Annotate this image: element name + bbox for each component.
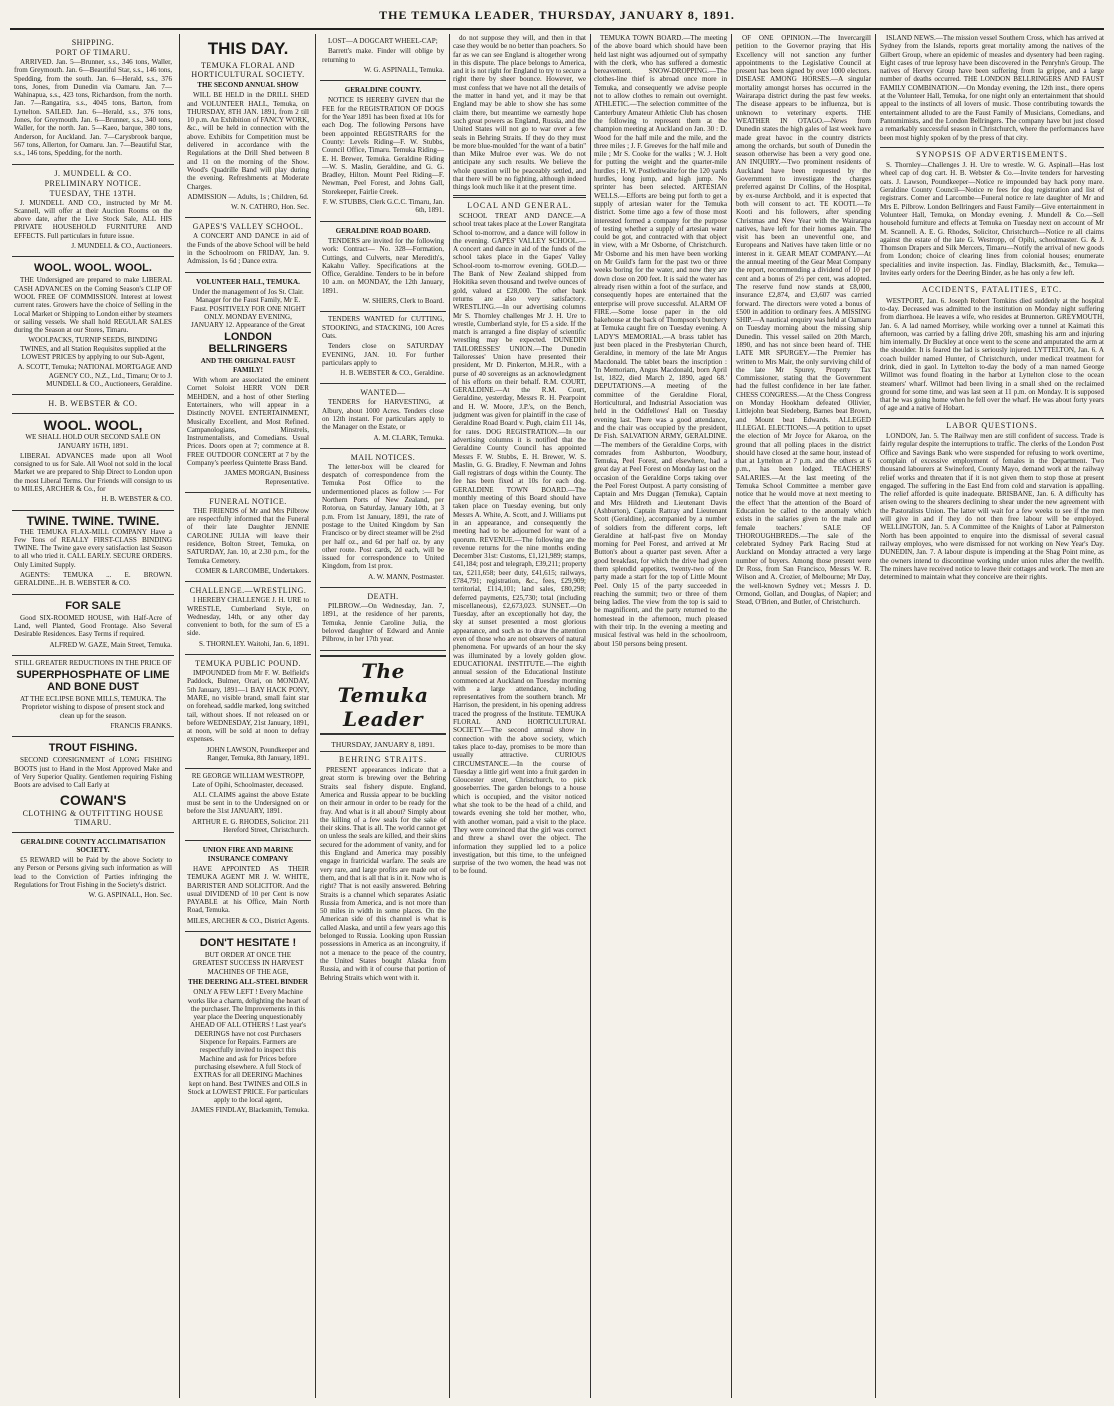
notice-body: IMPOUNDED from Mr F. W. Belfield's Paddock, Bulmer, Orari, on MONDAY, 5th January, 1891—1 BAY HACK PONY, MARE, no visible brand, small faint star on forehead, saddle marked, long switched tail, without shoes. If not released on or before WEDNESDAY, 21st January, 1891, at noon, will be sold at noon to defray expenses.	[187, 669, 309, 744]
signature: FRANCIS FRANKS.	[110, 722, 172, 731]
article-body: TEMUKA TOWN BOARD.—The meeting of the above board which should have been held last night was adjourned out of sympathy with the clerk, who has suffered a domestic bereavement. SNOW-DROPPING.—The clothes-line thief is abroad once more in Temuka, and consequently we advise people not to allow clothes to remain out overnight. ATHLETIC.—The selection committee of the Canterbury Amateur Athletic Club has chosen the following to represent them at the champion meeting at Auckland on Jan. 30 : D. Wood for the half mile and the mile, and the three miles ; J. F. Greeves for the half mile and mile ; Mr S. Cooke for the walks ; W. J. Holt for putting the weight and the quarter-mile hurdles ; H. W. Postlethwaite for the 120 yards hurdles, long jump, and high jump. No sprinter has been selected. ARTESIAN WELLS.—Efforts are being put forth to get a supply of artesian water for the Temuka district. Some time ago a few of those most interested formed a company for the purpose of testing whether a supply of artesian water could be got, and contracted with that object in view, with a Mr Osborne, of Christchurch. Mr Osborne and his men have been working on Mr Guild's farm for the past two or three weeks boring for the water, and now they are down close on 200 feet. It is said the water has already risen within a foot of the surface, and consequently hopes are entertained that the enterprise will prove successful. ALARM OF FIRE.—Some loose paper in the old bakehouse at the back of Thompson's butchery at Temuka caught fire on Tuesday evening. A LADY'S MEMORIAL.—A brass tablet has just been placed in the Presbyterian Church, Geraldine, in memory of the late Mr Angus Macdonald. The tablet bears the inscription : 'In Memoriam, Angus Macdonald, born April 1st, 1822, died March 2, 1890, aged 68.' DEPUTATIONS.—A meeting of the committee of the Geraldine Floral, Horticultural, and Industrial Association was held in the Oddfellows' Hall on Tuesday evening last. There was a good attendance, and the chair was occupied by the president, Dr Fish. SALVATION ARMY, GERALDINE.—The members of the Geraldine Corps, with comrades from Ashburton, Woodbury, Temuka, Peel Forest, and elsewhere, had a great day at Peel Forest on Monday last on the occasion of the Geraldine Corps taking over the Peel Forest Outpost. A party consisting of Captain and Mrs Duggan (Temuka), Captain and Mrs Hildreth and Lieutenant Davis (Ashburton), Captain Rattray and Lieutenant Scott (Geraldine), accompanied by a number of soldiers from the different corps, left Geraldine at half-past five on Monday morning for Peel Forest, and arrived at Mr Button's about a quarter past seven. After a good breakfast, for which the drive had given them splendid appetites, twenty-two of the party made a start for the top of Little Mount Peel. Only 15 of the party succeeded in reaching the summit; two or three of them being ladies. The view from the top is said to be magnificent, and the party returned to the homestead in the afternoon, much pleased with their trip. In the evening a meeting and musical festival was held in the schoolroom, about 150 persons being present.	[594, 34, 727, 648]
ad-headline: WOOL. WOOL,	[43, 417, 143, 434]
signature: W. SHIERS, Clerk to Board.	[362, 297, 444, 306]
ad-body: A CONCERT AND DANCE in aid of the Funds of the above School will be held in the Schoolroom on FRIDAY, Jan. 9. Admission, 1s 6d ; Dance extra.	[187, 232, 309, 266]
signature: H. B. WEBSTER & CO., Geraldine.	[340, 369, 444, 378]
article-body: OF ONE OPINION.—The Invercargill petition to the Governor praying that His Excellency will not sanction any further appointments to the Legislative Council at present has been signed by over 1000 electors. DISEASE AMONG HORSES.—A singular mortality amongst horses has occurred in the Wairarapa district during the past few weeks. The disease appears to be influenza, but is unknown to veterinary experts. THE WEATHER IN OTAGO.—News from Dunedin states the high gales of last week have made great havoc in the country districts among the orchards, but south of Dunedin the season otherwise has been a very good one. AN INQUIRY.—Two prominent residents of Auckland have been requested by the Government to investigate the charges preferred against Dr Collins, of the Hospital, by ex-nurse Archbold, and it is expected that both will consent to act. TE KOOTI.—Te Kooti and his followers, after spending Christmas and New Year with the Wairarapa natives, have left for their homes again. The visit has been an uneventful one, and Europeans and Natives have taken little or no interest in it. GEAR MEAT COMPANY.—At the annual meeting of the Gear Meat Company the report, recommending a dividend of 10 per cent and a bonus of 2½ per cent, was adopted. The reserve fund now stands at £8,000, insurance £2,874, and £3,607 was carried forward. The directors were voted a bonus of £500 in addition to ordinary fees. A MISSING SHIP.—A nautical enquiry was held at Oamaru on Tuesday morning about the missing ship Dunedin. This vessel sailed on 20th March, 1890, and has not since been heard of. THE LATE MR SPURGEY.—The Premier has written to Mrs Mair, the only surviving child of the late Mr Spurey, Property Tax Commissioner, stating that the Government had the fullest confidence in her late father. CHESS CONGRESS.—At the Chess Congress on Monday Hookham defeated Ollivier, Littlejohn beat Siedeberg, Barnes beat Brown, and Mount beat Edwards. ALLEGED ILLEGAL ELECTIONS.—A petition to upset the election of Mr Joyce for Akaroa, on the ground that all polling places in the district should have closed at the same hour, instead of that at Lyttelton at 7 p.m. and the others at 6 p.m., has been lodged. TEACHERS' SALARIES.—At the last meeting of the Temuka School Committee a member gave notice that he would move at next meeting to the effect 'that the attention of the Board of Education be called to the anomaly which exists in the salaries given to the male and female teachers.' SALE OF THOROUGHBREDS.—The sale of the celebrated Sydney Park Racing Stud at Auckland on Monday attracted a very large number of buyers. Among those present were Dr Ross, from San Francisco, Messrs W. R. Wilson and A. Crozier, of Melbourne; Mr Day, the well-known Sydney vet.; Messrs J. D. Ormond, Gollan, and Douglas, of Napier; and Stead, O'Brien, and Butler, of Christchurch.	[736, 34, 871, 607]
ad-intro: Under the management of Jos St. Clair. Manager for the Faust Family, Mr E. Faust. POSITIVELY FOR ONE NIGHT ONLY. MONDAY EVENING, JANUARY 12. Appearance of the Great	[190, 287, 306, 330]
ad-headline: SUPERPHOSPHATE OF LIME AND BONE DUST	[16, 669, 170, 694]
notice-body: I HEREBY CHALLENGE J. H. URE to WRESTLE, Cumberland Style, on Wednesday, 14th, or any other day convenient to both, for the sum of £5 a side.	[187, 596, 309, 638]
ad-intro: BUT ORDER AT ONCE THE GREATEST SUCCESS IN HARVEST MACHINES OF THE AGE,	[192, 951, 304, 976]
deering-binder-ad	[185, 932, 311, 1121]
column-2	[185, 34, 311, 1398]
ad-body: WILL BE HELD in the DRILL SHED and VOLUNTEER HALL, Temuka, on THURSDAY, 8TH JAN. 1891, from 2 till 10 p.m. An Exhibition of FANCY WORK, &c., will be held in connection with the above. Exhibits for Competition must be delivered in accordance with the Regulations at the Drill Shed between 8 and 11 on the morning of the Show. Wood's Quadrille Band will play during the evening. Refreshments at Moderate Charges.	[187, 91, 309, 191]
funeral-notice	[185, 493, 311, 582]
subheading: PORT OF TIMARU.	[55, 48, 131, 57]
notice-body: The letter-box will be cleared for despatch of correspondence from the Temuka Post Office to the undermentioned places as follow :— For Northern Ports of New Zealand, per Rotorua, on Saturday, January 10th, at 3 p.m. From 1st January, 1891, the rate of postage to the United Kingdom by San Francisco or by direct steamer will be 2½d per half oz., and 6d per half oz. by any other route. Post cards, 2d each, will be issued for correspondence to United Kingdom, from 1st prox.	[322, 462, 444, 571]
ad-headline: DON'T HESITATE !	[199, 937, 297, 950]
notice-title: GERALDINE COUNTY.	[344, 86, 422, 95]
ad-body: AT THE ECLIPSE BONE MILLS, TEMUKA. The Proprietor wishing to dispose of present stock and clean up for the season.	[19, 695, 167, 720]
signature: MILES, ARCHER & CO., District Agents.	[187, 916, 309, 925]
twine-ad	[12, 511, 174, 595]
pound-notice	[185, 655, 311, 769]
ad-headline: FOR SALE	[65, 599, 121, 612]
section-title: ACCIDENTS, FATALITIES, ETC.	[880, 282, 1104, 294]
editorial-continued	[453, 34, 586, 192]
local-general-continued	[736, 34, 871, 606]
header-rule	[10, 28, 1104, 30]
signature: W. N. CATHRO, Hon. Sec.	[231, 203, 309, 212]
event-title: THE SECOND ANNUAL SHOW	[197, 81, 299, 89]
local-general	[453, 202, 586, 876]
ad-headline: TWINE. TWINE. TWINE.	[26, 513, 160, 528]
shop-name: COWAN'S	[59, 791, 127, 808]
accidents-section	[880, 282, 1104, 412]
issue-date: THURSDAY, JANUARY 8, 1891.	[538, 8, 735, 22]
signature: JOHN LAWSON, Poundkeeper and Ranger, Temuka, 8th January, 1891.	[206, 745, 309, 762]
mail-notices	[320, 449, 446, 588]
section-title: SYNOPSIS OF ADVERTISEMENTS.	[880, 147, 1104, 159]
organisation-name: TEMUKA FLORAL AND HORTICULTURAL SOCIETY.	[191, 61, 305, 79]
webster-header	[12, 395, 174, 414]
signature: S. THORNLEY. Waitohi, Jan. 6, 1891.	[199, 639, 309, 648]
column-7	[880, 34, 1104, 1398]
county-notice	[320, 81, 446, 221]
signature: JAMES MORGAN, Business Representative.	[224, 469, 309, 486]
article-body: LONDON, Jan. 5. The Railway men are still confident of success. Trade is fairly regular despite the interruptions to traffic. The clerks of the London Post Office and Savings Bank who were suspended for refusing to work overtime, complain of excessive employment of females in the Department. Two thousand labourers at Swineford, County Mayo, demand work at the railway relief works and threaten that if it is not given them to stop those at present engaged. The suffering in the East End from cold and starvation is appalling. The relief afforded is quite inadequate. BRISBANE, Jan. 6. A difficulty has arisen owing to the shearers declining to shear under the new agreement with the Pastoralists Union. The latter will wait for a few weeks to see if the men will give in and if they do not then free labour will be employed. WELLINGTON, Jan. 5. A Committee of the Knights of Labor at Palmerston North has been appointed to enquire into the dismissal of several casual railway employes, who were dismissed for not working on New Year's Day. DUNEDIN, Jan. 7. A labour dispute is impending at the Shag Point mine, as the owners intend to discontinue working under union rules after the twelfth. The miners have received notice to leave their cottages and work. The men are determined to maintain what they conceive are their rights.	[880, 432, 1104, 582]
venue-title: VOLUNTEER HALL, TEMUKA.	[196, 277, 300, 286]
ad-intro: STILL GREATER REDUCTIONS IN THE PRICE OF	[14, 658, 172, 667]
article-body: ISLAND NEWS.—The mission vessel Southern Cross, which has arrived at Sydney from the Islands, reports great mortality among the natives of the Gilbert Group, where an epidemic of measles and dysentery had been raging. Eight cases of true leprosy have been discovered in the Penryhn's Group. The natives of Hervey Group have been suffering from la grippe, and a large number of deaths occurred. THE LONDON BELLRINGERS AND FAUST FAMILY COMBINATION.—On Monday evening, the 12th inst., there opens at the Volunteer Hall, Temuka, for one night only an entertainment that should appeal to the instincts of all lovers of music. Those contributing towards the entertainment alluded to are the Faust Family of Musicians, Comedians, and Pantomimists, and the London Bellringers. The company have but just closed a remarkably successful season in Christchurch, where the performances have been most highly spoken of by the press of that city.	[880, 34, 1104, 142]
section-title: SHIPPING.	[71, 38, 115, 47]
column-rule	[875, 34, 876, 1398]
labor-section	[880, 418, 1104, 582]
product-name: THE DEERING ALL-STEEL BINDER	[187, 977, 309, 986]
trout-fishing-ad	[12, 737, 174, 832]
ad-body: HAVE APPOINTED AS THEIR TEMUKA AGENT MR J. W. WHITE, BARRISTER AND SOLICITOR. And the usual DIVIDEND of 10 per Cent is now PAYABLE at his Office, Main North Road, Temuka.	[187, 864, 309, 915]
notice-body: TENDERS for HARVESTING, at Albury, about 1000 Acres. Tenders close on 12th instant. For particulars apply to the Manager on the Estate, or	[322, 398, 444, 432]
ad-body: J. MUNDELL AND CO., instructed by Mr M. Scannell, will offer at their Auction Rooms on the above date, after the Live Stock Sale, ALL HIS PRIVATE HOUSEHOLD FURNITURE AND EFFECTS. Full particulars in future issue.	[14, 198, 172, 240]
notice-body: THE FRIENDS of Mr and Mrs Pilbrow are respectfully informed that the Funeral of their late Daughter JENNIE CAROLINE JULIA will leave their residence, Bolton Street, Temuka, on SATURDAY, Jan. 10, at 2.30 p.m., for the Temuka Cemetery.	[187, 506, 309, 565]
column-rule	[179, 34, 180, 1398]
ad-body: Good SIX-ROOMED HOUSE, with Half-Acre of Land, well Planted, Good Frontage. Also Several Desirable Residences. Easy Terms if required.	[14, 613, 172, 639]
editorial-article	[320, 756, 446, 982]
ad-body: LIBERAL ADVANCES made upon all Wool consigned to us for Sale. All Wool not sold in the local Market we are prepared to Ship Direct to London upon the most Liberal Terms. Our Friends will consign to us to MILES, ARCHER & Co., for	[14, 451, 172, 493]
ad-headline: GERALDINE COUNTY ACCLIMATISATION SOCIETY.	[20, 837, 166, 854]
signature: ALFRED W. GAZE, Main Street, Temuka.	[49, 640, 172, 649]
notice-body: ALL CLAIMS against the above Estate must be sent in to the Undersigned on or before the 31st JANUARY, 1891.	[187, 790, 309, 816]
signature: A. W. MANN, Postmaster.	[368, 572, 444, 581]
ad-headline: GAPES'S VALLEY SCHOOL.	[192, 222, 304, 232]
notice-body: PILBROW.—On Wednesday, Jan. 7, 1891, at the residence of her parents, Temuka, Jennie Caroline Julia, the beloved daughter of Edward and Annie Pilbrow, in her 17th year.	[322, 602, 444, 644]
ad-body: ONLY A FEW LEFT ! Every Machine works like a charm, delighting the heart of the purchaser. The Improvements in this year place the Deering unquestionably AHEAD OF ALL OTHERS ! Last year's DEERINGS have not cost Purchasers Sixpence for Repairs. Farmers are respectfully invited to inspect this Machine and ask for Prices before purchasing elsewhere. A full Stock of EXTRAS for all DEERING Machines kept on hand. Best TWINES and OILS in Stock at LOWEST PRICE. For particulars apply to the local agent,	[187, 988, 309, 1105]
article-body: do not suppose they will, and then in that case they would be no better than poachers. So far as we can see England is altogether wrong in this dispute. The place belongs to America, and it is not right for England to try to secure a right there by sheer bounce. However, we must confess that we have not all the details of the matter in hand yet, and it may be that England may be able to show she has some claim there, but meantime we earnestly hope such great powers as England, Russia, and the United States will not go to war over a few seals in Behring Straits. If they do they must be more blue-moulded 'for the want of a batin'' than Mike Mulroe ever was. We do not anticipate any such results. We believe the whole question will be peaceably settled, and that there will be no fighting, although indeed things look much like it at the present time.	[453, 34, 586, 192]
advertiser-name: H. B. WEBSTER & CO.	[48, 399, 138, 409]
article-body: PRESENT appearances indicate that a great storm is brewing over the Behring Straits seal fishery dispute. England, America and Russia appear to be buckling on their armour in order to be ready for the fray. And what is it all about? Simply about the killing of a few seals for the sake of their skins. That is all. The world cannot get on unless the seals are killed, and their skins secured for the adornment of vanity, and for this England and America may possibly engage in fratricidal warfare. The seals are very rare, and large profits are made out of them, and that is all that is in it. Now who is right? That is not easily answered. Behring Straits is a channel which separates Asiatic Russia from America, and is not more than 50 miles in width in some places. On the American side of this channel is what is called Alaska, and until a few years ago this belonged to Russia. Looking upon Russian possessions in America as an incongruity, if not a menace to the peace of the country, the United States bought Alaska from Russia, and with it of course that portion of Behring Straits which went with it.	[320, 766, 446, 982]
column-6	[736, 34, 871, 1398]
shipping-list: ARRIVED. Jan. 5—Brunner, s.s., 346 tons, Waller, from Greymouth. Jan. 6—Beautiful Star, s.s., 146 tons, Spedding, from the south. Jan. 6—Herald, s.s., 376 tons, Jones, from Dunedin via Oamaru. Jan. 7—Wahinapua, s.s., 423 tons, Richardson, from the north. Jan. 7—Rangatira, s.s., 4045 tons, Barton, from Lyttelton. SAILED. Jan. 6—Herald, s.s., 376 tons, Jones, for Greymouth. Jan. 6—Brunner, s.s., 340 tons, Waller, for the north. Jan. 5—Kaeo, barque, 380 tons, Anderson, for Auckland. Jan. 7—Carysbrook barque, 567 tons, Allerton, for Oamaru. Jan. 7—Beautiful Star, s.s., 146 tons, Spedding, for the north.	[14, 58, 172, 158]
notice-title: FUNERAL NOTICE.	[209, 496, 287, 506]
bellringers-ad	[185, 273, 311, 493]
sale-announcement: WE SHALL HOLD OUR SECOND SALE ON JANUARY 16TH, 1891.	[25, 433, 161, 450]
running-header: THE TEMUKA LEADER, THURSDAY, JANUARY 8, 1891.	[379, 8, 735, 22]
local-general-continued	[880, 34, 1104, 142]
ad-body: THE Undersigned are prepared to make LIBERAL CASH ADVANCES on the Coming Season's CLIP OF WOOL FREE OF COMMISSION. Interest at lowest current rates. Growers have the choice of Selling in the Local Market or Shipping to London either by steamers or sailing vessels. We shall hold REGULAR SALES during the Season at our Stores, Timaru.	[14, 276, 172, 335]
ad-body: With whom are associated the eminent Cornet Soloist HERR VON DER MEHDEN, and a host of other Sterling Entertainers, who will appear in a Distinctly NOVEL ENTERTAINMENT, Musically Excellent, and Most Refined. Campanologians, Minstrels, Instrumentalists, and Comedians. Usual Prices. Doors open at 7; commence at 8. FREE OUTDOOR CONCERT at 7 by the Company's peerless Quintette Brass Band.	[187, 376, 309, 467]
column-rule	[731, 34, 732, 1398]
section-title: LOCAL AND GENERAL.	[467, 200, 572, 210]
ad-body: THE TEMUKA FLAX-MILL COMPANY Have a Few Tons of REALLY FIRST-CLASS BINDING TWINE. The Twine gave every satisfaction last Season to all who tried it. CALL EARLY. SECURE ORDERS. Only Limited Supply.	[14, 527, 172, 569]
mundell-ad	[12, 165, 174, 258]
for-sale-ad	[12, 595, 174, 656]
harvest-tender	[320, 384, 446, 448]
wool-ad	[12, 257, 174, 395]
ad-subhead: WOOLPACKS, TURNIP SEEDS, BINDING TWINES, and all Station Requisites supplied at the LOWEST PRICES by applying to our Sub-Agent,	[20, 336, 166, 362]
column-4	[453, 34, 586, 1398]
estate-notice	[185, 769, 311, 841]
article-body: WESTPORT, Jan. 6. Joseph Robert Tomkins died suddenly at the hospital to-day. Deceased was admitted to the institution on Monday night suffering from diarrhoea. He leaves a wife, who resides at Brunnerton. GREYMOUTH, Jan. 6. A lad named Morrisey, while working over a tunnel at Kaimati this afternoon, was carried by a falling drive 20ft, smashing his arm and injuring him internally. Dr Buckley at once went to the scene and amputated the arm at the shoulder. It is feared the lad is seriously injured. LYTTELTON, Jan. 6. A coach builder named Hunter, of Christchurch, under medical treatment for drink, died in gaol. In Lyttelton to-day the body of a man named George Willmot was found floating in the harbor at Lyttelton close to the ocean steamers' wharf. Willmot had been living in a small shed on the reclaimed ground for some time, and was last seen at 11 p.m. on Monday. It is supposed that he was going home when he fell over the wharf. He was about forty years of age and a native of Hobart.	[880, 296, 1104, 413]
ad-subhead: AND THE ORIGINAL FAUST FAMILY!	[200, 357, 296, 374]
notice-title: TEMUKA PUBLIC POUND.	[195, 659, 301, 669]
death-notice	[320, 588, 446, 650]
ad-headline: TROUT FISHING.	[48, 742, 138, 755]
column-rule	[590, 34, 591, 1398]
notice-title: MAIL NOTICES.	[350, 452, 416, 462]
notice-title: PRELIMINARY NOTICE.	[44, 178, 142, 188]
notice-body: Tenders close on SATURDAY EVENING, JAN. 10. For further particulars apply to	[322, 342, 444, 367]
notice-title: LOST—A DOGCART WHEEL-CAP;	[328, 37, 438, 45]
ad-headline: THIS DAY.	[207, 39, 289, 58]
column-rule	[315, 34, 316, 1398]
ad-body: SECOND CONSIGNMENT of LONG FISHING BOOTS just to Hand in the Most Approved Make and of Very Superior Quality. Gentlemen requiring Fishing Boots are advised to Call Early at	[14, 756, 172, 790]
section-divider	[453, 195, 586, 198]
signature: W. G. ASPINALL, Hon. Sec.	[88, 891, 172, 900]
notice-title: TENDERS WANTED for CUTTING, STOOKING, and STACKING, 100 Acres Oats.	[322, 315, 444, 340]
article-title: BEHRING STRAITS.	[338, 754, 427, 764]
signature: J. MUNDELL & CO., Auctioneers.	[71, 242, 172, 251]
signature: W. G. ASPINALL, Temuka.	[363, 65, 444, 74]
synopsis-of-advertisements	[880, 147, 1104, 277]
notice-body: TENDERS are invited for the following work: Contract— No. 328—Formation, Cuttings, and Culverts, near Meredith's, Kakahu Valley. Specifications at the Office, Geraldine. Tenders to be in before 10 a.m. on MONDAY, the 12th January, 1891.	[322, 236, 444, 295]
notice-title: DEATH.	[367, 592, 399, 602]
column-5	[594, 34, 727, 1398]
ad-headline: UNION FIRE AND MARINE INSURANCE COMPANY	[202, 846, 294, 863]
column-3	[320, 34, 446, 1398]
ad-headline: LONDON BELLRINGERS	[208, 331, 288, 356]
signature: ARTHUR E. G. RHODES, Solicitor. 211 Hereford Street, Christchurch.	[192, 817, 309, 835]
ad-headline: WOOL. WOOL. WOOL.	[34, 262, 152, 275]
leader-masthead: The Temuka Leader	[320, 655, 446, 735]
notice-body: Barrett's make. Finder will oblige by returning to	[322, 47, 444, 64]
signature: JAMES FINDLAY, Blacksmith, Temuka.	[191, 1106, 309, 1115]
wool-sale-ad	[12, 414, 174, 510]
ad-body: £5 REWARD will be Paid by the above Society to any Person or Persons giving such information as will lead to the Conviction of Parties infringing the Regulations for Trout Fishing in the Society's district.	[14, 856, 172, 889]
column-1	[12, 34, 174, 1398]
insurance-ad	[185, 841, 311, 932]
local-general-continued	[594, 34, 727, 648]
admission-prices: ADMISSION — Adults, 1s ; Children, 6d.	[187, 192, 309, 201]
notice-title: RE GEORGE WILLIAM WESTROPP, Late of Opihi, Schoolmaster, deceased.	[191, 772, 305, 789]
notice-title: WANTED—	[360, 388, 406, 398]
acclimatisation-ad	[12, 833, 174, 906]
signature: F. W. STUBBS, Clerk G.C.C. Timaru, Jan. 6th, 1891.	[322, 198, 444, 215]
superphosphate-ad	[12, 656, 174, 737]
section-title: LABOR QUESTIONS.	[880, 418, 1104, 430]
article-body: SCHOOL TREAT AND DANCE.—A school treat takes place at the Lower Rangitata School to-morrow, and a dance will follow in the evening. GAPES' VALLEY SCHOOL.—A concert and dance in aid of the funds of the school takes place in the Gapes' Valley School-room to-morrow evening. GOLD.—The Bank of New Zealand shipped from Hokitika seven thousand and twelve ounces of gold, valued at £28,000. The other bank returns are also very satisfactory. WRESTLING.—In our advertising columns Mr S. Thornley challenges Mr J. H. Ure to wrestle, Cumberland style, for £5 a side. If the match is arranged a fine display of scientific wrestling may be expected. DUNEDIN TAILORESSES' UNION.—The Dunedin Tailoresses' Union have presented their president, Mr D. Pinkerton, M.H.R., with a purse of 40 sovereigns as an acknowledgment of his efforts on their behalf. R.M. COURT, GERALDINE.—At the R.M. Court, Geraldine, yesterday, Messrs R. H. Pearpoint and H. W. Moore, J.P.'s, on the Bench, judgment was given for plaintiff in the case of Geraldine Road Board v. Pugh, claim £11 14s, for rates. DOG REGISTRATION.—In our advertising columns it is notified that the Geraldine County Council has appointed Messrs F. W. Stubbs, E. H. Brewer, W. S. Maslin, G. G. Bradley, F. Newman and Johns Gall registrars of dogs within the County. The fee has been fixed at 10s for each dog. GERALDINE TOWN BOARD.—The monthly meeting of this Board should have taken place on Tuesday evening, but only Messrs A. White, A. Scott, and J. Williams put in an appearance, and consequently the meeting had to be adjourned for want of a quorum. REVENUE.—The following are the revenue returns for the nine months ending December 31st: Customs, £1,121,989; stamps, £41,184; post and telegraph, £39,211; property tax, £211,658; beer duty, £41,615; railways, £784,791; registration, &c., fees, £29,909; territorial, £114,101; land sales, £80,298; deferred payments, £25,730; total (including miscellaneous), £2,673,023. SUNSET.—On Tuesday, after an exceptionally hot day, the sky at sunset presented a most glorious appearance, and such as to draw the attention even of those who are not observers of natural phenomena. For upwards of an hour the sky was illuminated by a lovely golden glow. EDUCATIONAL INSTITUTE.—The eighth annual session of the Educational Institute commenced at Auckland on Tuesday morning with a large attendance, including representatives from the southern branch. Mr Harrison, the president, in his opening address traced the progress of the Institute. TEMUKA FLORAL AND HORTICULTURAL SOCIETY.—The second annual show in connection with the above society, which takes place to-day, promises to be more than usually attractive. CURIOUS CIRCUMSTANCE.—In the course of Tuesday a little girl went into a fruit garden in Gloucester street, Christchurch, to pick gooseberries. The garden belongs to a house which is occupied, and the visitor noticed what she took to be the head of a child, and towards evening she told her mother, who, with another woman, paid a visit to the place. They were convinced that the girl was correct and threw a shawl over the object. The information they supplied led to a police investigation, but this time, to the unfeigned surprise of the two women, the head was not to be found.	[453, 211, 586, 876]
oats-tender	[320, 312, 446, 384]
leader-dateline: THURSDAY, JANUARY 8, 1891.	[320, 739, 446, 752]
lost-notice	[320, 34, 446, 81]
paper-name: THE TEMUKA LEADER	[379, 8, 531, 22]
signature: H. B. WEBSTER & CO.	[101, 495, 172, 504]
wrestling-challenge	[185, 582, 311, 655]
shipping-notice	[12, 34, 174, 165]
signature: A. M. CLARK, Temuka.	[373, 433, 444, 442]
signature: COMER & LARCOMBE, Undertakers.	[195, 566, 309, 575]
road-board-tender	[320, 222, 446, 313]
notice-body: NOTICE IS HEREBY GIVEN that the FEE for the REGISTRATION OF DOGS for the Year 1891 has been fixed at 10s for each Dog. The following Persons have been appointed REGISTRARS for the County: Levels Riding—F. W. Stubbs, Council Office, Timaru. Temuka Riding—E. H. Brewer, Temuka. Geraldine Riding—W. S. Maslin, Geraldine, and G. G. Bradley, Hilton. Mount Peel Riding—F. Newman, Peel Forest, and Johns Gall, Storekeeper, Fairlie Creek.	[322, 96, 444, 196]
advertiser-name: J. MUNDELL & CO.	[54, 168, 132, 178]
notice-title: GERALDINE ROAD BOARD.	[335, 226, 431, 235]
column-rule	[449, 34, 450, 1398]
notice-title: CHALLENGE.—WRESTLING.	[189, 586, 307, 596]
floral-show-ad	[185, 34, 311, 218]
article-body: S. Thornley—Challenges J. H. Ure to wrestle. W. G. Aspinall—Has lost wheel cap of dog cart. H. B. Webster & Co.—Invite tenders for harvesting oats. J. Lawson, Poundkeeper—Notice re impounded bay hack pony mare. Geraldine County Council—Notice re fees for dog registration and list of registrars. Comer and Larcombe—Funeral notice re late daughter of Mr and Mrs E. Pilbrow. London Bellringers and Faust Family—Give entertainment in Volunteer Hall, Temuka, on Monday evening. J. Mundell & Co.—Sell household furniture and effects at Temuka on Tuesday next on account of Mr M. Scannell. A. E. G. Rhodes, Solicitor, Christchurch—Notice re all claims against the estate of the late G. Westropp, of Opihi, schoolmaster. G. & J. Thomson Drapers and Silk Mercers, Timaru—Notify the arrival of new goods from London; choice of clearing lines from colonial houses; enumerate specialities and invite inspection. Jas. Findlay, Blacksmith, &c., Temuka—Invites early orders for the Deering Binder, as he has only a few left.	[880, 161, 1104, 278]
gapes-valley-ad	[185, 218, 311, 272]
shop-subtitle: CLOTHING & OUTFITTING HOUSE TIMARU.	[22, 808, 164, 827]
sale-date: TUESDAY, THE 13TH.	[49, 188, 137, 198]
agent-list: A. SCOTT, Temuka; NATIONAL MORTGAGE AND AGENCY CO., N.Z., Ltd., Timaru; Or to J. MUNDELL & CO., Auctioneers, Geraldine.	[17, 363, 172, 388]
agent-list: AGENTS: TEMUKA ... E. BROWN. GERALDINE...H. B. WEBSTER & CO.	[14, 571, 172, 588]
